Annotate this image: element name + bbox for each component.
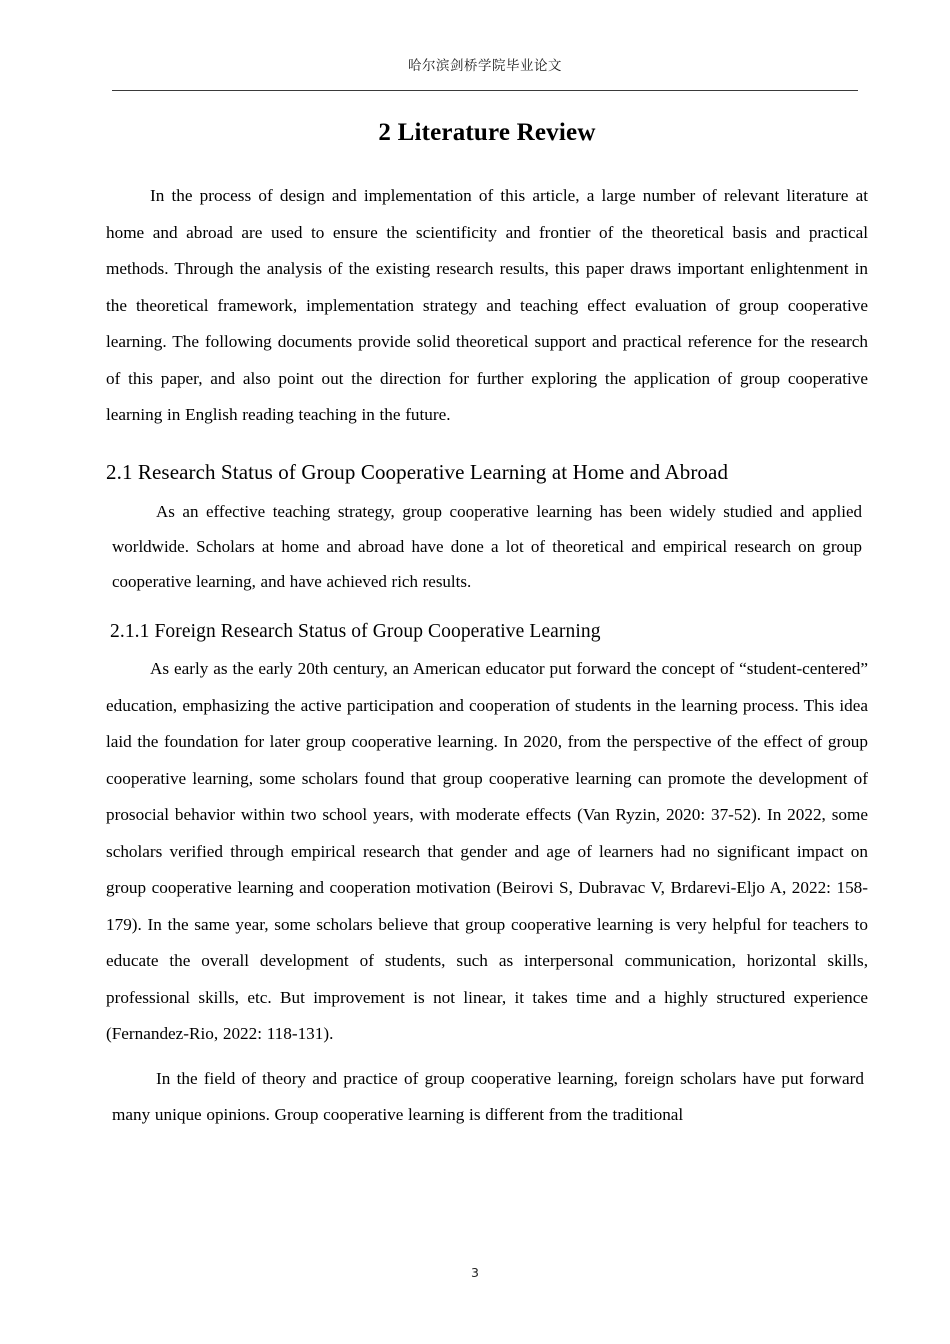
section-heading-2-1: 2.1 Research Status of Group Cooperative Learning at Home and Abroad: [106, 459, 729, 484]
section-2-1-body: [106, 494, 868, 599]
paragraph-spacer: [106, 1053, 868, 1061]
section-heading-2-1-1: 2.1.1 Foreign Research Status of Group Cooperative Learning: [110, 620, 601, 642]
paragraph-2-1-1-first: As early as the early 20th century, an American educator put forward the concept of “student-centered” education, emphasizing the active participation and cooperation of students in the learning process. This idea laid the foundation for later group cooperative learning. In 2020, from the perspective of the effect of group cooperative learning, some scholars found that group cooperative learning can promote the development of prosocial behavior within two school years, with moderate effects (Van Ryzin, 2020: 37-52). In 2022, some scholars verified through empirical research that gender and age of learners had no significant impact on group cooperative learning and cooperation motivation (Beirovi S, Dubravac V, Brdarevi-Eljo A, 2022: 158-179). In the same year, some scholars believe that group cooperative learning is very helpful for teachers to educate the overall development of students, such as interpersonal communication, horizontal skills, professional skills, etc. But improvement is not linear, it takes time and a highly structured experience (Fernandez-Rio, 2022: 118-131).: [106, 659, 868, 1044]
running-header-text: 哈尔滨剑桥学院毕业论文: [408, 58, 562, 74]
paragraph-2-1-1-second: In the field of theory and practice of group cooperative learning, foreign scholars have put forward many unique opinions. Group cooperative learning is different from the traditional: [112, 1068, 864, 1124]
header-divider-rule: [112, 90, 858, 91]
page-number: 3: [471, 1265, 479, 1280]
section-2-1-1-continued: [106, 1061, 868, 1133]
paragraph-2-1: As an effective teaching strategy, group cooperative learning has been widely studied and applied worldwide. Scholars at home and abroad have done a lot of theoretical and empirical research on group cooperative learning, and have achieved rich results.: [112, 501, 862, 591]
page-footer: [0, 1264, 950, 1282]
chapter-title: 2 Literature Review: [378, 119, 596, 146]
running-header: [112, 58, 858, 75]
page-content: [106, 118, 868, 1133]
intro-paragraph: In the process of design and implementation of this article, a large number of relevant literature at home and abroad are used to ensure the scientificity and frontier of the theoretical basis and practical methods. Through the analysis of the existing research results, this paper draws important enlightenment in the theoretical framework, implementation strategy and teaching effect evaluation of group cooperative learning. The following documents provide solid theoretical support and practical reference for the research of this paper, and also point out the direction for further exploring the application of group cooperative learning in English reading teaching in the future.: [106, 186, 868, 424]
